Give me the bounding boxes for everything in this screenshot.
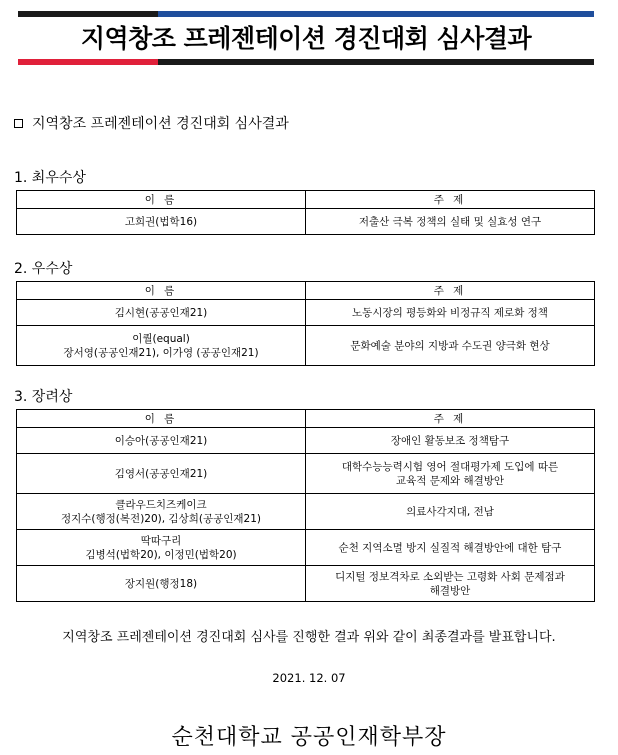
topic-cell: 디지털 정보격차로 소외받는 고령화 사회 문제점과 해결방안 (306, 566, 595, 602)
table-header-row (17, 410, 595, 428)
section-heading-encouragement-prize: 3. 장려상 (14, 389, 73, 405)
excellence-prize-table (16, 281, 595, 366)
name-cell: 장지원(행정18) (17, 566, 306, 602)
name-cell: 클라우드치즈케이크 정지수(행정(복전)20), 김상희(공공인재21) (17, 494, 306, 530)
name-column-header: 이 름 (17, 191, 306, 209)
table-row (17, 454, 595, 494)
header-bar-red-bottom (18, 59, 158, 65)
topic-cell: 노동시장의 평등화와 비정규직 제로화 정책 (306, 300, 595, 326)
table-row (17, 209, 595, 235)
table-row (17, 326, 595, 366)
name-cell: 고희권(법학16) (17, 209, 306, 235)
topic-column-header: 주 제 (306, 410, 595, 428)
name-column-header: 이 름 (17, 282, 306, 300)
topic-cell: 장애인 활동보조 정책탐구 (306, 428, 595, 454)
section-heading-excellence-prize: 2. 우수상 (14, 261, 73, 277)
header-bar-black-top (18, 11, 158, 17)
topic-cell: 대학수능능력시험 영어 절대평가제 도입에 따른 교육적 문제와 해결방안 (306, 454, 595, 494)
name-cell: 이퀄(equal) 장서영(공공인재21), 이가영 (공공인재21) (17, 326, 306, 366)
header-bar-blue-top (158, 11, 594, 17)
table-header-row (17, 191, 595, 209)
topic-column-header: 주 제 (306, 191, 595, 209)
topic-cell: 의료사각지대, 전남 (306, 494, 595, 530)
name-column-header: 이 름 (17, 410, 306, 428)
topic-cell: 문화예술 분야의 지방과 수도권 양극화 현상 (306, 326, 595, 366)
table-row (17, 428, 595, 454)
table-row (17, 494, 595, 530)
header-bar-black-bottom (158, 59, 594, 65)
name-cell: 김영서(공공인재21) (17, 454, 306, 494)
issuing-organization: 순천대학교 공공인재학부장 (171, 725, 447, 750)
topic-cell: 순천 지역소멸 방지 실질적 해결방안에 대한 탐구 (306, 530, 595, 566)
table-row (17, 566, 595, 602)
square-bullet-icon (14, 119, 23, 128)
topic-cell: 저출산 극복 정책의 실태 및 실효성 연구 (306, 209, 595, 235)
subtitle-text: 지역창조 프레젠테이션 경진대회 심사결과 (32, 116, 289, 132)
table-row (17, 530, 595, 566)
table-row (17, 300, 595, 326)
announcement-note: 지역창조 프레젠테이션 경진대회 심사를 진행한 결과 위와 같이 최종결과를 발표합니다. (62, 630, 556, 645)
table-header-row (17, 282, 595, 300)
encouragement-prize-table (16, 409, 595, 602)
name-cell: 김시현(공공인재21) (17, 300, 306, 326)
announcement-date: 2021. 12. 07 (272, 671, 346, 685)
name-cell: 이승아(공공인재21) (17, 428, 306, 454)
topic-column-header: 주 제 (306, 282, 595, 300)
name-cell: 딱따구리 김병석(법학20), 이정민(법학20) (17, 530, 306, 566)
section-heading-grand-prize: 1. 최우수상 (14, 170, 86, 186)
grand-prize-table (16, 190, 595, 235)
page-title: 지역창조 프레젠테이션 경진대회 심사결과 (80, 24, 532, 53)
document-subtitle (14, 113, 289, 133)
